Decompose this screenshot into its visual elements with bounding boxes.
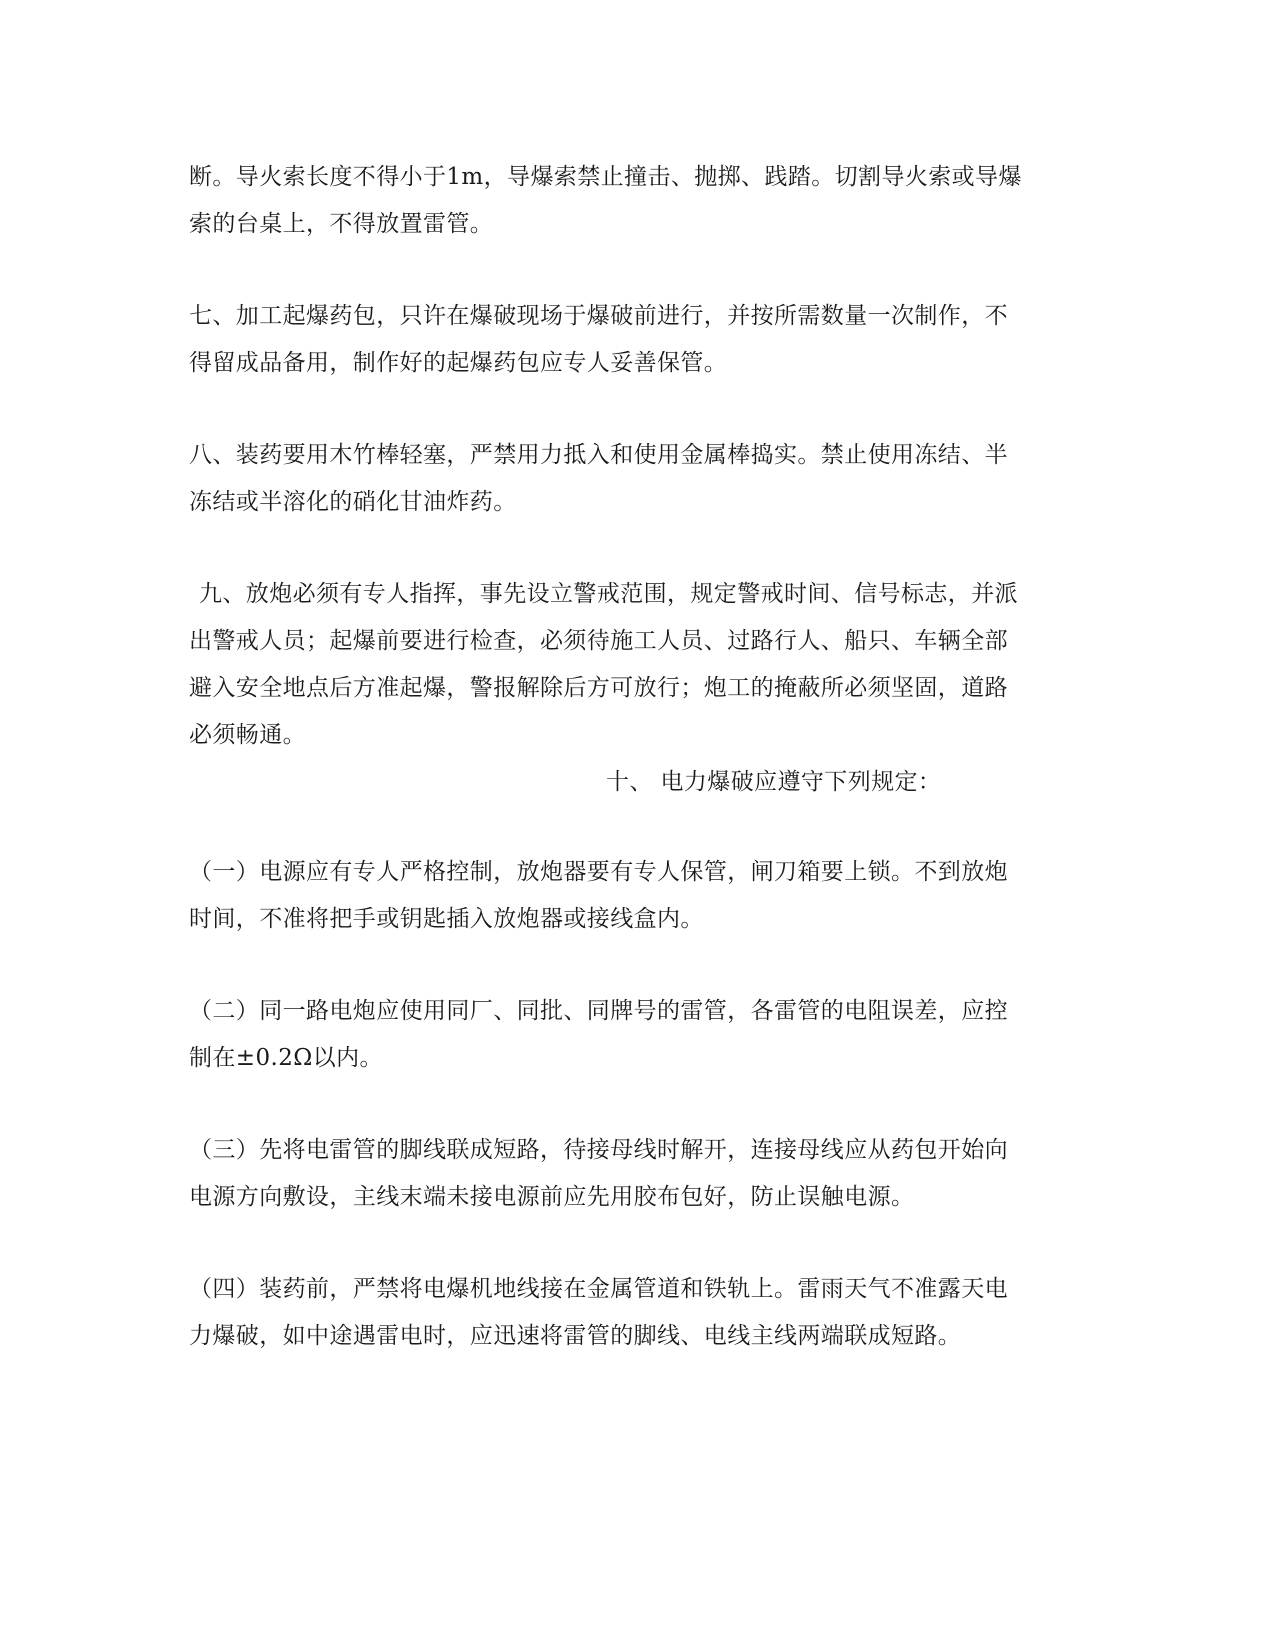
paragraph-8-line-1: 八、装药要用木竹棒轻塞，严禁用力抵入和使用金属棒捣实。禁止使用冻结、半	[189, 442, 1008, 468]
item-1-line-2: 时间，不准将把手或钥匙插入放炮器或接线盒内。	[189, 906, 704, 932]
section-10-heading: 十、 电力爆破应遵守下列规定：	[606, 769, 942, 795]
paragraph-6-line-2: 索的台桌上，不得放置雷管。	[189, 211, 494, 237]
paragraph-9-line-1: 九、放炮必须有专人指挥，事先设立警戒范围，规定警戒时间、信号标志，并派	[199, 581, 1018, 607]
paragraph-9-line-4: 必须畅通。	[189, 722, 306, 748]
item-4-line-1: （四）装药前，严禁将电爆机地线接在金属管道和铁轨上。雷雨天气不准露天电	[189, 1276, 1008, 1302]
item-3-line-2: 电源方向敷设，主线末端未接电源前应先用胶布包好，防止误触电源。	[189, 1184, 915, 1210]
item-2-line-2: 制在±0.2Ω以内。	[189, 1045, 383, 1071]
paragraph-7-line-2: 得留成品备用，制作好的起爆药包应专人妥善保管。	[189, 350, 728, 376]
paragraph-6-line-1: 断。导火索长度不得小于1m，导爆索禁止撞击、抛掷、践踏。切割导火索或导爆	[189, 164, 1022, 190]
item-1-line-1: （一）电源应有专人严格控制，放炮器要有专人保管，闸刀箱要上锁。不到放炮	[189, 859, 1008, 885]
paragraph-7-line-1: 七、加工起爆药包，只许在爆破现场于爆破前进行，并按所需数量一次制作，不	[189, 303, 1008, 329]
paragraph-9-line-2: 出警戒人员；起爆前要进行检查，必须待施工人员、过路行人、船只、车辆全部	[189, 628, 1008, 654]
item-2-line-1: （二）同一路电炮应使用同厂、同批、同牌号的雷管，各雷管的电阻误差，应控	[189, 998, 1008, 1024]
paragraph-8-line-2: 冻结或半溶化的硝化甘油炸药。	[189, 489, 517, 515]
item-4-line-2: 力爆破，如中途遇雷电时，应迅速将雷管的脚线、电线主线两端联成短路。	[189, 1323, 962, 1349]
item-3-line-1: （三）先将电雷管的脚线联成短路，待接母线时解开，连接母线应从药包开始向	[189, 1137, 1008, 1163]
paragraph-9-line-3: 避入安全地点后方准起爆，警报解除后方可放行；炮工的掩蔽所必须坚固，道路	[189, 675, 1008, 701]
